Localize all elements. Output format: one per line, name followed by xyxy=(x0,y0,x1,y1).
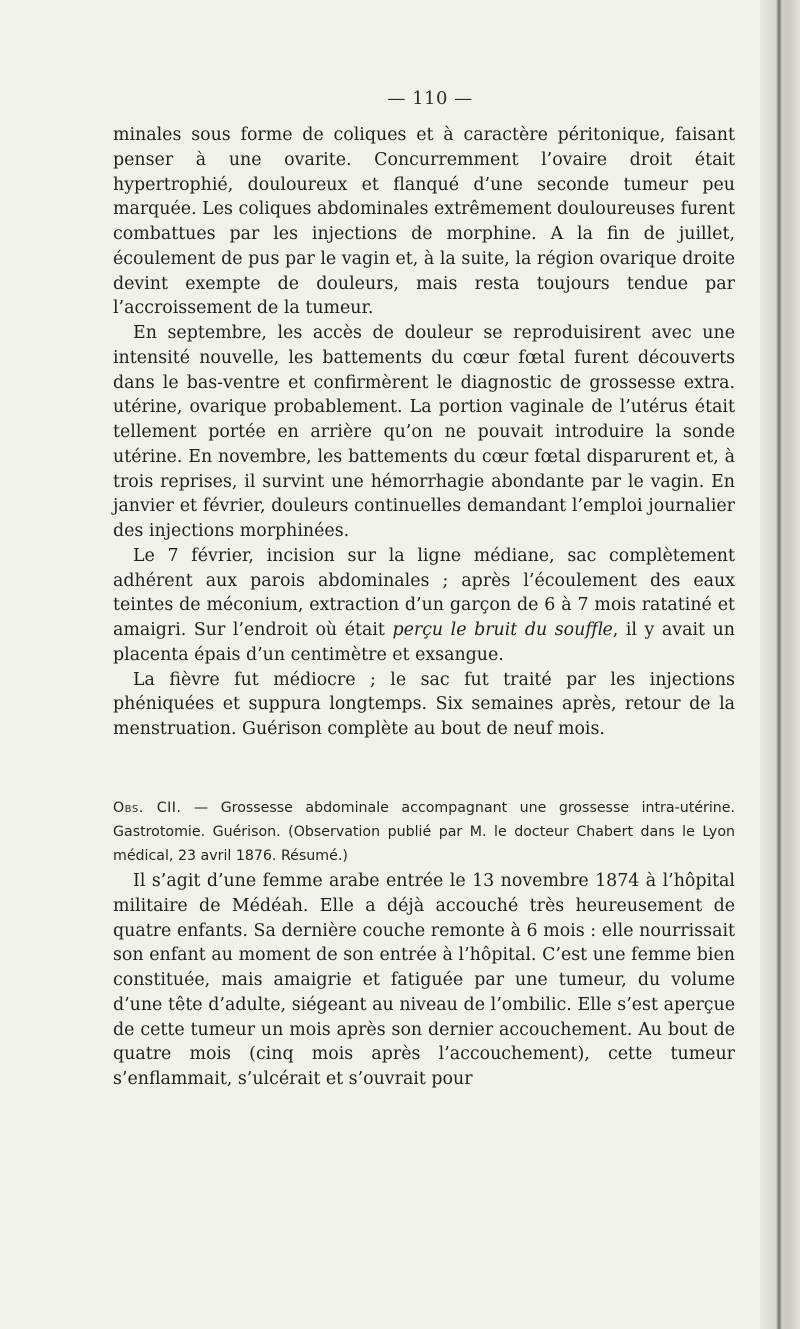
main-text-block xyxy=(113,123,735,742)
observation-dash: — xyxy=(181,800,221,816)
observation-heading xyxy=(113,796,735,868)
observation-title: Grossesse abdominale accompagnant une grossesse intra-utérine. Gastrotomie. Guérison. (Observation publié par M. le docteur Chabert dans le Lyon médical, 23 avril 1876. Résumé.) xyxy=(113,800,735,864)
paragraph-fever: La fièvre fut médiocre ; le sac fut traité par les injections phéniquées et suppura longtemps. Six semaines après, retour de la menstruation. Guérison complète au bout de neuf mois. xyxy=(113,669,735,739)
paragraph-february-italic: perçu le bruit du souffle xyxy=(392,620,613,640)
paragraph-february-after: , il y avait un placenta épais d’un centimètre et exsangue. xyxy=(113,620,735,665)
case-text-block xyxy=(113,869,735,1092)
paragraph-february-before: Le 7 février, incision sur la ligne médiane, sac complètement adhérent aux parois abdominales ; après l’écoulement des eaux teintes de méconium, extraction d’un garçon de 6 à 7 mois ratatiné et amaigri. Sur l’endroit où était xyxy=(113,545,735,640)
binding-shadow xyxy=(776,0,782,1329)
page-number-header: — 110 — xyxy=(387,88,473,109)
paragraph-case: Il s’agit d’une femme arabe entrée le 13 novembre 1874 à l’hôpital militaire de Médéah. Elle a déjà accouché très heureusement de quatre enfants. Sa dernière couche remonte à 6 mois : elle nourrissait son enfant au moment de son entrée à l’hôpital. C’est une femme bien constituée, mais amaigrie et fatiguée par une tumeur, du volume d’une tête d’adulte, siégeant au niveau de l’ombilic. Elle s’est aperçue de cette tumeur un mois après son dernier accouchement. Au bout de quatre mois (cinq mois après l’accouchement), cette tumeur s’enflammait, s’ulcérait et s’ouvrait pour xyxy=(113,871,735,1089)
paragraph-february xyxy=(113,544,735,668)
paragraph-september: En septembre, les accès de douleur se reproduisirent avec une intensité nouvelle, les battements du cœur fœtal furent découverts dans le bas-ventre et confirmèrent le diagnostic de grossesse extra. utérine, ovarique probablement. La portion vaginale de l’utérus était tellement portée en arrière qu’on ne pouvait introduire la sonde utérine. En novembre, les battements du cœur fœtal disparurent et, à trois reprises, il survint une hémorrhagie abondante par le vagin. En janvier et février, douleurs continuelles demandant l’emploi journalier des injections morphinées. xyxy=(113,323,735,541)
observation-label: Obs. CII. xyxy=(113,800,182,816)
paragraph-continuation: minales sous forme de coliques et à caractère péritonique, faisant penser à une ovarite. Concurremment l’ovaire droit était hypertrophié, douloureux et flanqué d’une seconde tumeur peu marquée. Les coliques abdominales extrêmement douloureuses furent combattues par les injections de morphine. A la fin de juillet, écoulement de pus par le vagin et, à la suite, la région ovarique droite devint exempte de douleurs, mais resta toujours tendue par l’accroissement de la tumeur. xyxy=(113,125,735,319)
